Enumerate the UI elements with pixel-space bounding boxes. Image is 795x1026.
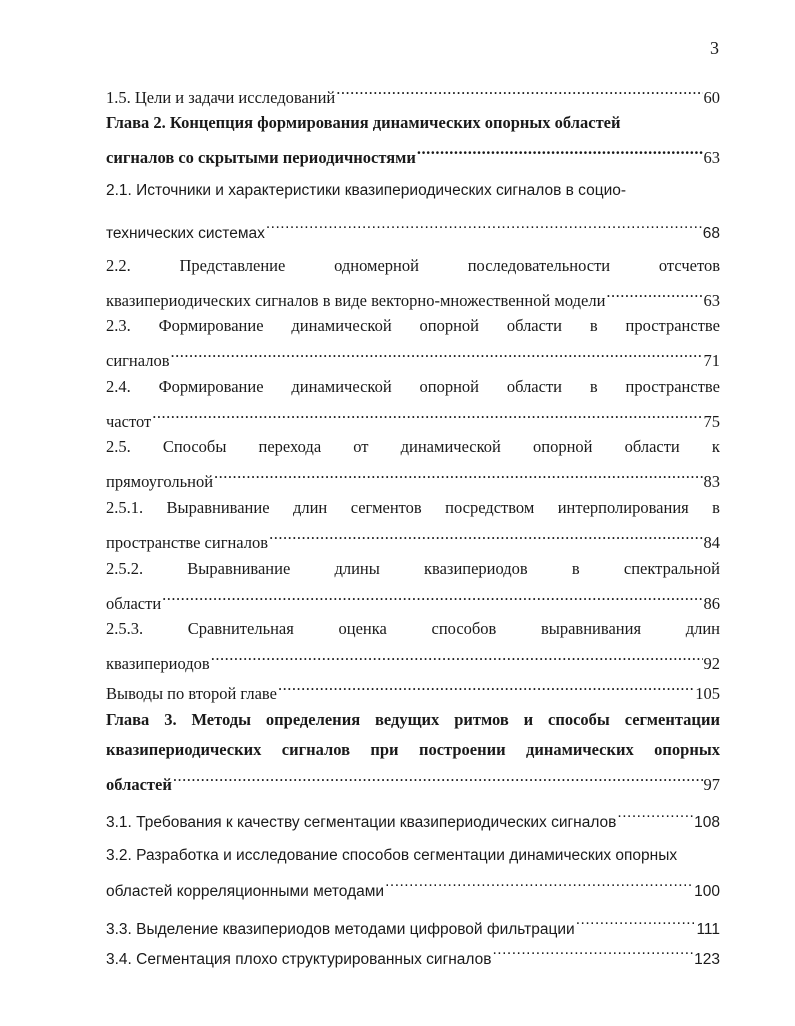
toc-entry-title: сигналов со скрытыми периодичностями bbox=[106, 148, 416, 167]
toc-entry-2-4-line2 bbox=[106, 407, 720, 432]
toc-entry-2-5-line1 bbox=[106, 437, 720, 457]
word: от bbox=[353, 437, 369, 456]
leader-dots bbox=[152, 407, 702, 427]
toc-entry-title: сигналов bbox=[106, 351, 170, 370]
word: 2.4. bbox=[106, 377, 131, 396]
toc-entry-3-2-line1: 3.2. Разработка и исследование способов сегментации динамических опорных bbox=[106, 847, 678, 864]
toc-entry-2-5-2-line2 bbox=[106, 589, 720, 614]
toc-entry-page: 75 bbox=[703, 412, 720, 431]
word: построении bbox=[418, 740, 506, 759]
word: 2.5. bbox=[106, 437, 131, 456]
toc-entry-2-5-1-line2 bbox=[106, 528, 720, 553]
word: сегментов bbox=[350, 498, 422, 517]
word: Сравнительная bbox=[187, 619, 294, 638]
word: квазипериодических bbox=[106, 740, 262, 759]
word: Представление bbox=[179, 256, 286, 275]
toc-entry-2-5-3-line1 bbox=[106, 619, 720, 639]
word: оценка bbox=[338, 619, 387, 638]
leader-dots bbox=[336, 83, 702, 103]
toc-entry-2-3-line2 bbox=[106, 346, 720, 371]
leader-dots bbox=[211, 649, 703, 669]
toc-entry-title: 3.4. Сегментация плохо структурированных сигналов bbox=[106, 951, 492, 968]
leader-dots bbox=[266, 218, 702, 238]
toc-entry-title: частот bbox=[106, 412, 152, 431]
word: 2.3. bbox=[106, 316, 131, 335]
word: в bbox=[589, 316, 598, 335]
word: в bbox=[571, 559, 580, 578]
toc-entry-title: квазипериодов bbox=[106, 654, 210, 673]
toc-entry-2-1-line2 bbox=[106, 218, 720, 244]
toc-entry-2-2-line1 bbox=[106, 256, 720, 276]
word: динамической bbox=[291, 316, 392, 335]
toc-entry-page: 92 bbox=[703, 654, 720, 673]
toc-entry-title: 3.1. Требования к качеству сегментации квазипериодических сигналов bbox=[106, 814, 617, 831]
word: ритмов bbox=[454, 710, 509, 729]
word: спектральной bbox=[623, 559, 720, 578]
word: к bbox=[711, 437, 720, 456]
word: сигналов bbox=[281, 740, 350, 759]
toc-entry-page: 83 bbox=[703, 472, 720, 491]
word: в bbox=[589, 377, 598, 396]
toc-entry-title: пространстве сигналов bbox=[106, 533, 269, 552]
word: при bbox=[370, 740, 399, 759]
toc-entry-2-5-2-line1 bbox=[106, 559, 720, 579]
word: сегментации bbox=[624, 710, 720, 729]
chapter-3-title-line2 bbox=[106, 740, 720, 760]
word: длин bbox=[685, 619, 720, 638]
toc-entry-title: области bbox=[106, 594, 162, 613]
leader-dots bbox=[576, 914, 696, 934]
toc-entry-page: 105 bbox=[695, 684, 720, 703]
word: и bbox=[523, 710, 534, 729]
word: 3. bbox=[164, 710, 177, 729]
toc-entry-3-2-line2 bbox=[106, 876, 720, 902]
word: интерполирования bbox=[557, 498, 689, 517]
toc-entry-page: 84 bbox=[703, 533, 720, 552]
toc-entry-title: 1.5. Цели и задачи исследований bbox=[106, 88, 336, 107]
word: динамических bbox=[525, 740, 634, 759]
word: определения bbox=[265, 710, 361, 729]
leader-dots bbox=[162, 589, 702, 609]
word: длины bbox=[334, 559, 380, 578]
toc-entry-title: квазипериодических сигналов в виде векторно-множественной модели bbox=[106, 291, 606, 310]
word: опорных bbox=[654, 740, 720, 759]
toc-entry-2-3-line1 bbox=[106, 316, 720, 336]
word: способы bbox=[548, 710, 610, 729]
leader-dots bbox=[493, 944, 694, 964]
word: пространстве bbox=[625, 377, 720, 396]
word: отсчетов bbox=[658, 256, 720, 275]
toc-entry-title: Выводы по второй главе bbox=[106, 684, 277, 703]
word: ведущих bbox=[375, 710, 440, 729]
word: способов bbox=[431, 619, 497, 638]
word: Формирование bbox=[158, 316, 264, 335]
toc-entry-conclusions-2 bbox=[106, 679, 720, 704]
toc-entry-page: 71 bbox=[703, 351, 720, 370]
toc-entry-2-5-line2 bbox=[106, 467, 720, 492]
toc-entry-page: 68 bbox=[702, 225, 720, 242]
toc-entry-3-1 bbox=[106, 807, 720, 833]
leader-dots bbox=[269, 528, 702, 548]
chapter-2-title-line1: Глава 2. Концепция формирования динамических опорных областей bbox=[106, 113, 621, 132]
word: области bbox=[506, 316, 562, 335]
toc-entry-1-5 bbox=[106, 83, 720, 108]
word: опорной bbox=[533, 437, 593, 456]
toc-entry-3-3 bbox=[106, 914, 720, 940]
toc-entry-title: областей корреляционными методами bbox=[106, 883, 385, 900]
word: квазипериодов bbox=[424, 559, 528, 578]
leader-dots bbox=[385, 876, 693, 896]
word: Формирование bbox=[158, 377, 264, 396]
word: последовательности bbox=[467, 256, 611, 275]
toc-entry-page: 111 bbox=[696, 921, 720, 938]
toc-entry-page: 100 bbox=[694, 883, 720, 900]
leader-dots bbox=[171, 346, 703, 366]
word: 2.2. bbox=[106, 256, 131, 275]
word: опорной bbox=[419, 377, 479, 396]
word: перехода bbox=[258, 437, 322, 456]
word: Выравнивание bbox=[187, 559, 291, 578]
word: области bbox=[506, 377, 562, 396]
chapter-3-title-line3 bbox=[106, 770, 720, 795]
word: опорной bbox=[419, 316, 479, 335]
toc-entry-page: 97 bbox=[703, 775, 720, 794]
toc-entry-title: 3.3. Выделение квазипериодов методами цифровой фильтрации bbox=[106, 921, 575, 938]
word: Способы bbox=[162, 437, 227, 456]
toc-entry-title: областей bbox=[106, 775, 172, 794]
chapter-3-title-line1 bbox=[106, 710, 720, 730]
word: 2.5.2. bbox=[106, 559, 144, 578]
word: пространстве bbox=[625, 316, 720, 335]
toc-entry-2-4-line1 bbox=[106, 377, 720, 397]
leader-dots bbox=[214, 467, 702, 487]
toc-entry-page: 60 bbox=[703, 88, 720, 107]
word: области bbox=[624, 437, 680, 456]
word: одномерной bbox=[334, 256, 419, 275]
word: Выравнивание bbox=[166, 498, 270, 517]
toc-entry-page: 108 bbox=[694, 814, 720, 831]
word: посредством bbox=[445, 498, 535, 517]
toc-entry-page: 63 bbox=[703, 291, 720, 310]
leader-dots bbox=[278, 679, 694, 699]
leader-dots bbox=[173, 770, 703, 790]
toc-entry-title: прямоугольной bbox=[106, 472, 214, 491]
leader-dots bbox=[617, 807, 693, 827]
toc-entry-title: технических системах bbox=[106, 225, 265, 242]
word: Методы bbox=[191, 710, 252, 729]
toc-entry-page: 63 bbox=[703, 148, 720, 167]
leader-dots bbox=[417, 143, 703, 163]
word: 2.5.1. bbox=[106, 498, 144, 517]
toc-entry-page: 123 bbox=[694, 951, 720, 968]
word: длин bbox=[292, 498, 328, 517]
word: динамической bbox=[400, 437, 501, 456]
leader-dots bbox=[606, 286, 702, 306]
toc-entry-3-4 bbox=[106, 944, 720, 970]
word: в bbox=[712, 498, 720, 517]
word: динамической bbox=[291, 377, 392, 396]
toc-entry-page: 86 bbox=[703, 594, 720, 613]
word: Глава bbox=[106, 710, 150, 729]
toc-entry-2-1-line1: 2.1. Источники и характеристики квазипериодических сигналов в социо- bbox=[106, 182, 627, 199]
word: 2.5.3. bbox=[106, 619, 144, 638]
toc-entry-2-2-line2 bbox=[106, 286, 720, 311]
toc-entry-2-5-1-line1 bbox=[106, 498, 720, 518]
chapter-2-title-line2 bbox=[106, 143, 720, 168]
toc-entry-2-5-3-line2 bbox=[106, 649, 720, 674]
word: выравнивания bbox=[540, 619, 642, 638]
page-number: 3 bbox=[710, 38, 719, 58]
